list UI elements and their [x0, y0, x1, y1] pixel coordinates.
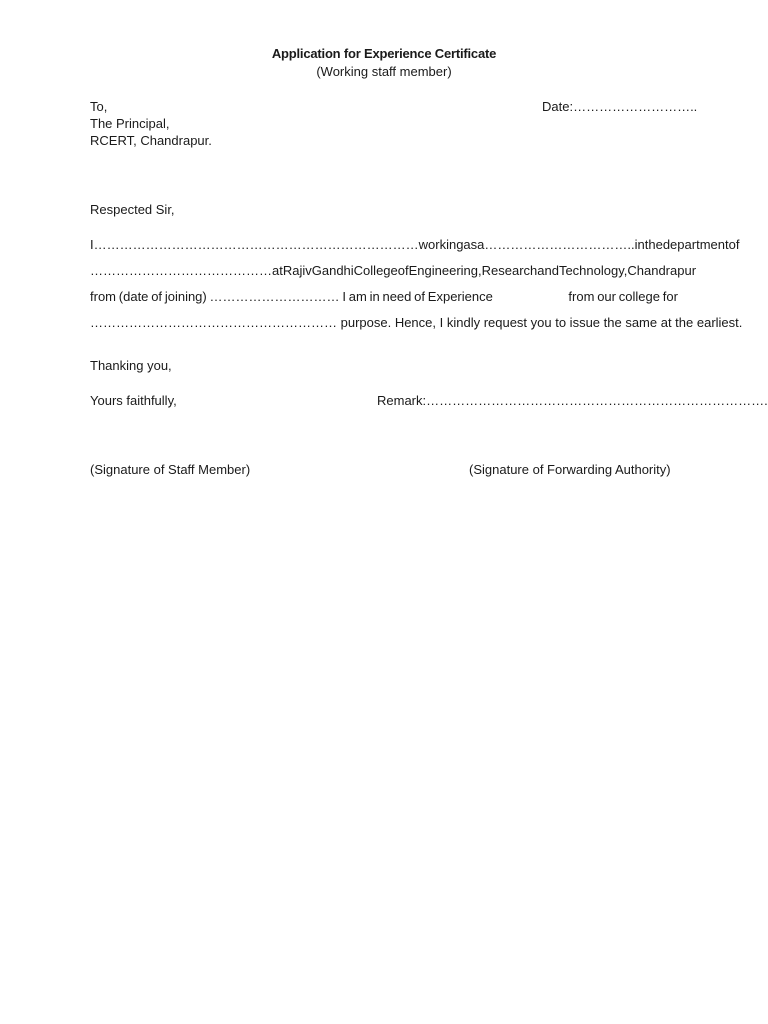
address-institution: RCERT, Chandrapur.: [90, 133, 212, 148]
body-word: from: [568, 289, 595, 304]
name-blank: …………………………………………………………………: [93, 237, 419, 252]
body-word: Rajiv: [282, 263, 312, 278]
body-word: department: [662, 237, 729, 252]
document-subtitle: (Working staff member): [316, 64, 452, 79]
body-word: in: [369, 289, 380, 304]
body-word: as: [463, 237, 478, 252]
body-word: in: [634, 237, 645, 252]
body-word: for: [662, 289, 678, 304]
address-to: To,: [90, 99, 108, 114]
body-word: of: [728, 237, 740, 252]
document-title: Application for Experience Certificate: [271, 46, 497, 61]
body-word: of: [151, 289, 163, 304]
body-word: our: [597, 289, 616, 304]
body-word: Gandhi: [311, 263, 354, 278]
salutation: Respected Sir,: [90, 202, 175, 217]
body-word: college: [618, 289, 660, 304]
body-line-4: ………………………………………………… purpose. Hence, I kindly request you to issue the same at the earliest.: [90, 315, 743, 330]
closing-faithfully: Yours faithfully,: [90, 393, 177, 408]
body-line-3: [90, 289, 678, 305]
signature-staff: (Signature of Staff Member): [90, 462, 251, 477]
designation-blank: ……………………………..: [484, 237, 635, 252]
date-field: Date:………………………..: [542, 99, 698, 114]
body-word: Technology,: [558, 263, 628, 278]
body-word: from: [90, 289, 116, 304]
body-word: I: [90, 237, 94, 252]
body-word: the: [644, 237, 663, 252]
body-word: Chandrapur: [627, 263, 697, 278]
body-word: of: [414, 289, 426, 304]
body-word: Experience: [427, 289, 493, 304]
body-line-2: [90, 263, 697, 279]
department-blank: ……………………………………at: [90, 263, 283, 278]
joining-date-blank: …………………………: [209, 289, 340, 304]
body-word: and: [537, 263, 559, 278]
body-word: joining): [164, 289, 207, 304]
body-word: (date: [118, 289, 149, 304]
body-gap: [496, 289, 566, 305]
remark-field: Remark:…………………………………………………………………….: [377, 393, 768, 408]
body-word: College: [353, 263, 398, 278]
closing-thanks: Thanking you,: [90, 358, 172, 373]
address-recipient: The Principal,: [90, 116, 170, 131]
body-word: Engineering,: [408, 263, 482, 278]
body-word: need: [382, 289, 412, 304]
body-word: am: [348, 289, 367, 304]
body-line-1: [90, 237, 740, 253]
signature-forwarding-authority: (Signature of Forwarding Authority): [469, 462, 671, 477]
body-word: of: [397, 263, 409, 278]
body-word: Research: [481, 263, 538, 278]
body-word: working: [418, 237, 464, 252]
body-word: a: [477, 237, 485, 252]
body-word: I: [342, 289, 346, 304]
